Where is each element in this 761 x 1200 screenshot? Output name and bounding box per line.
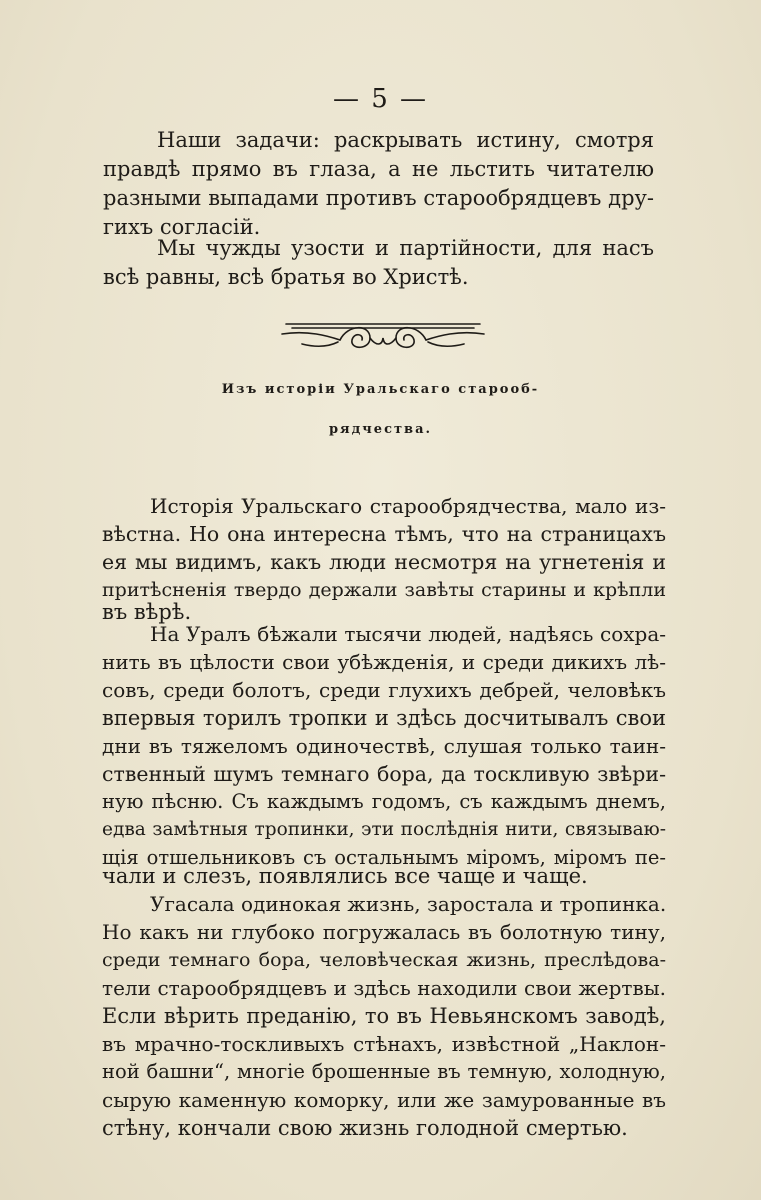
ornament-divider-icon bbox=[278, 316, 488, 356]
page-number: — 5 — bbox=[332, 84, 429, 114]
body-line: ной башни“, многіе брошенные въ темную, холодную, bbox=[102, 1060, 666, 1083]
body-line: щія отшельниковъ съ остальнымъ міромъ, міромъ пе- bbox=[102, 846, 666, 869]
body-line: Если вѣрить преданію, то въ Невьянскомъ заводѣ, bbox=[102, 1004, 666, 1028]
intro-line: разными выпадами противъ старообрядцевъ дру- bbox=[103, 186, 654, 210]
body-line: совъ, среди болотъ, среди глухихъ дебрей, человѣкъ bbox=[102, 678, 666, 702]
body-line: впервыя торилъ тропки и здѣсь досчитывалъ свои bbox=[102, 706, 666, 730]
body-line: сырую каменную коморку, или же замурованные въ bbox=[102, 1088, 666, 1112]
intro-line: правдѣ прямо въ глаза, а не льстить читателю bbox=[103, 157, 654, 181]
body-line: тели старообрядцевъ и здѣсь находили свои жертвы. bbox=[102, 976, 666, 1000]
article-title: рядчества. bbox=[328, 422, 433, 437]
intro-line: всѣ равны, всѣ братья во Христѣ. bbox=[103, 265, 469, 289]
body-line: дни въ тяжеломъ одиночествѣ, слушая только таин- bbox=[102, 734, 666, 758]
body-line: Угасала одинокая жизнь, заростала и тропинка. bbox=[150, 892, 667, 916]
body-line: въ мрачно-тоскливыхъ стѣнахъ, извѣстной „Наклон- bbox=[102, 1032, 666, 1056]
body-line: ную пѣсню. Съ каждымъ годомъ, съ каждымъ днемъ, bbox=[102, 790, 666, 813]
body-line: ственный шумъ темнаго бора, да тоскливую звѣри- bbox=[102, 762, 666, 786]
body-line: нить въ цѣлости свои убѣжденія, и среди дикихъ лѣ- bbox=[102, 650, 666, 674]
body-line: среди темнаго бора, человѣческая жизнь, преслѣдова- bbox=[102, 949, 666, 971]
intro-line: Мы чужды узости и партійности, для насъ bbox=[157, 236, 654, 260]
body-line: чали и слезъ, появлялись все чаще и чаще. bbox=[102, 864, 588, 888]
body-line: вѣстна. Но она интересна тѣмъ, что на страницахъ bbox=[102, 522, 666, 546]
body-line: притѣсненія твердо держали завѣты старины и крѣпли bbox=[102, 579, 666, 601]
body-line: На Уралъ бѣжали тысячи людей, надѣясь сохра- bbox=[150, 622, 666, 646]
body-line: Исторія Уральскаго старообрядчества, мало из- bbox=[150, 494, 666, 518]
article-title: Изъ исторіи Уральскаго старооб- bbox=[221, 382, 540, 397]
body-line: въ вѣрѣ. bbox=[102, 600, 192, 624]
intro-line: гихъ согласій. bbox=[103, 215, 261, 239]
intro-line: Наши задачи: раскрывать истину, смотря bbox=[157, 128, 654, 152]
body-line: Но какъ ни глубоко погружалась въ болотную тину, bbox=[102, 920, 666, 944]
body-line: стѣну, кончали свою жизнь голодной смертью. bbox=[102, 1116, 628, 1140]
body-line: ея мы видимъ, какъ люди несмотря на угнетенія и bbox=[102, 550, 666, 574]
body-line: едва замѣтныя тропинки, эти послѣднія нити, связываю- bbox=[102, 819, 666, 840]
